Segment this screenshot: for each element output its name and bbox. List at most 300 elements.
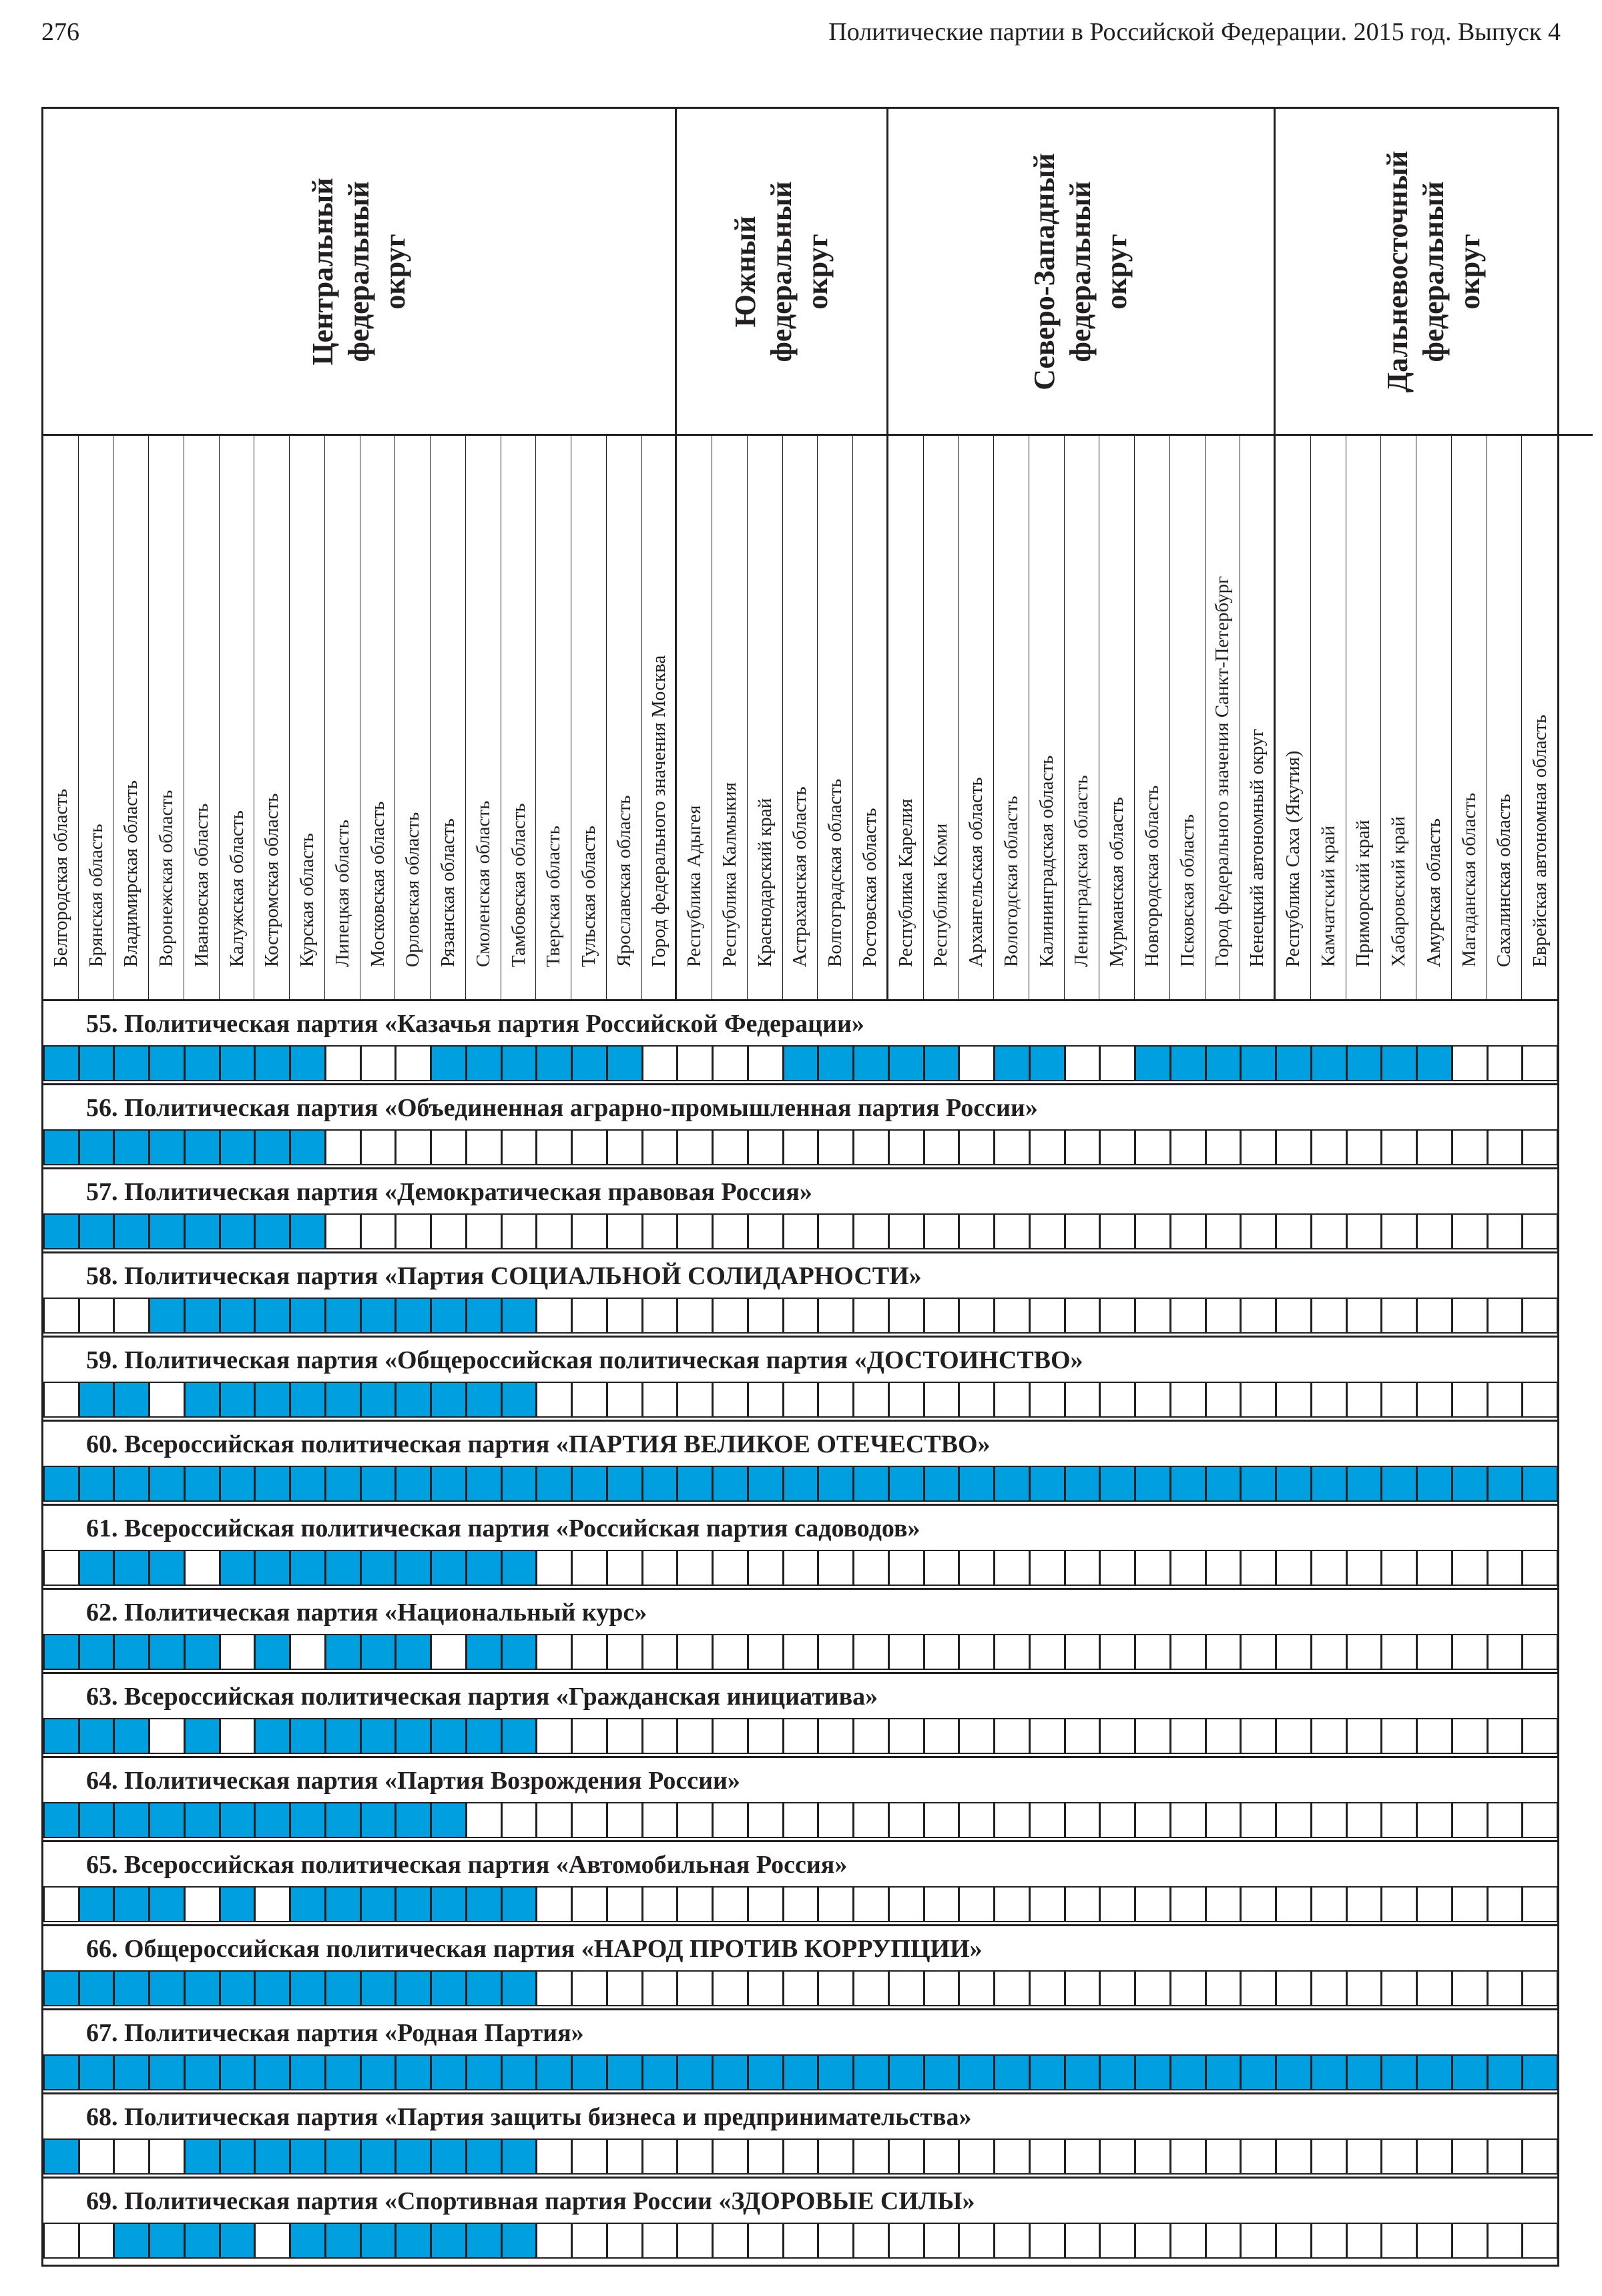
region-registered-cell bbox=[113, 1886, 150, 1922]
region-empty-cell bbox=[677, 1045, 713, 1081]
region-empty-cell bbox=[1029, 1129, 1065, 1165]
region-registered-cell bbox=[325, 1298, 361, 1334]
region-empty-cell bbox=[1452, 1886, 1488, 1922]
region-empty-cell bbox=[1170, 1718, 1206, 1754]
region-empty-cell bbox=[571, 1129, 607, 1165]
region-registered-cell bbox=[1099, 2054, 1135, 2090]
region-empty-cell bbox=[924, 1718, 960, 1754]
region-empty-cell bbox=[360, 1213, 396, 1249]
region-registered-cell bbox=[325, 1634, 361, 1670]
region-registered-cell bbox=[254, 2054, 290, 2090]
region-label: Смоленская область bbox=[472, 800, 494, 967]
region-empty-cell bbox=[1522, 1382, 1558, 1418]
region-registered-cell bbox=[184, 1802, 220, 1838]
region-registered-cell bbox=[395, 1466, 431, 1502]
region-registered-cell bbox=[431, 1718, 467, 1754]
region-empty-cell bbox=[1522, 1886, 1558, 1922]
region-empty-cell bbox=[1381, 2223, 1417, 2259]
region-empty-cell bbox=[783, 2138, 819, 2175]
region-empty-cell bbox=[1135, 1298, 1171, 1334]
district-label: Дальневосточный федеральный округ bbox=[1381, 150, 1487, 392]
region-registered-cell bbox=[360, 1886, 396, 1922]
region-empty-cell bbox=[1346, 1886, 1382, 1922]
region-registered-cell bbox=[149, 2054, 185, 2090]
region-empty-cell bbox=[959, 1129, 995, 1165]
region-empty-cell bbox=[1240, 2223, 1276, 2259]
region-registered-cell bbox=[43, 1129, 79, 1165]
region-empty-cell bbox=[1206, 1886, 1242, 1922]
region-label: Ростовская область bbox=[858, 808, 880, 967]
region-empty-cell bbox=[924, 1886, 960, 1922]
region-empty-cell bbox=[1065, 2223, 1101, 2259]
region-empty-cell bbox=[818, 1718, 854, 1754]
region-empty-cell bbox=[1276, 1129, 1312, 1165]
region-empty-cell bbox=[1276, 1550, 1312, 1586]
region-empty-cell bbox=[1416, 1802, 1452, 1838]
region-empty-cell bbox=[1452, 1129, 1488, 1165]
region-empty-cell bbox=[1346, 1129, 1382, 1165]
region-empty-cell bbox=[748, 2223, 784, 2259]
region-column-header bbox=[1276, 436, 1311, 999]
region-empty-cell bbox=[1452, 1213, 1488, 1249]
region-label: Орловская область bbox=[402, 812, 424, 967]
region-empty-cell bbox=[1170, 1298, 1206, 1334]
region-registered-cell bbox=[149, 1550, 185, 1586]
region-empty-cell bbox=[1135, 1802, 1171, 1838]
region-registered-cell bbox=[994, 2054, 1030, 2090]
region-empty-cell bbox=[853, 2223, 889, 2259]
region-empty-cell bbox=[959, 1382, 995, 1418]
region-column-header bbox=[1135, 436, 1170, 999]
region-registered-cell bbox=[924, 1466, 960, 1502]
region-empty-cell bbox=[466, 1213, 502, 1249]
party-marks-row bbox=[43, 1634, 1557, 1670]
region-registered-cell bbox=[1135, 2054, 1171, 2090]
region-column-header bbox=[536, 436, 571, 999]
region-empty-cell bbox=[677, 1886, 713, 1922]
region-registered-cell bbox=[501, 1550, 537, 1586]
region-empty-cell bbox=[1170, 1886, 1206, 1922]
region-registered-cell bbox=[79, 2054, 115, 2090]
region-empty-cell bbox=[642, 1886, 678, 1922]
region-registered-cell bbox=[360, 2223, 396, 2259]
region-empty-cell bbox=[642, 1045, 678, 1081]
region-empty-cell bbox=[642, 2223, 678, 2259]
region-empty-cell bbox=[1206, 1129, 1242, 1165]
region-empty-cell bbox=[1099, 1213, 1135, 1249]
region-empty-cell bbox=[571, 1970, 607, 2006]
region-registered-cell bbox=[220, 1466, 256, 1502]
region-column-header bbox=[1170, 436, 1206, 999]
region-empty-cell bbox=[607, 1970, 643, 2006]
region-registered-cell bbox=[184, 1129, 220, 1165]
region-empty-cell bbox=[642, 2138, 678, 2175]
region-column-header bbox=[571, 436, 607, 999]
region-empty-cell bbox=[571, 1718, 607, 1754]
region-empty-cell bbox=[712, 1045, 748, 1081]
region-registered-cell bbox=[113, 2054, 150, 2090]
region-registered-cell bbox=[220, 1886, 256, 1922]
region-registered-cell bbox=[818, 1466, 854, 1502]
party-title: 63. Всероссийская политическая партия «Гражданская инициатива» bbox=[86, 1683, 878, 1711]
region-column-header bbox=[1240, 436, 1276, 999]
region-empty-cell bbox=[1346, 1213, 1382, 1249]
region-empty-cell bbox=[149, 2138, 185, 2175]
region-empty-cell bbox=[1487, 1718, 1523, 1754]
region-empty-cell bbox=[571, 1886, 607, 1922]
region-empty-cell bbox=[959, 1213, 995, 1249]
region-registered-cell bbox=[360, 2138, 396, 2175]
region-empty-cell bbox=[853, 1550, 889, 1586]
region-empty-cell bbox=[642, 1802, 678, 1838]
region-label: Брянская область bbox=[85, 824, 107, 967]
party-title: 58. Политическая партия «Партия СОЦИАЛЬНОЙ СОЛИДАРНОСТИ» bbox=[86, 1262, 922, 1290]
region-registered-cell bbox=[501, 1886, 537, 1922]
region-empty-cell bbox=[888, 1718, 924, 1754]
region-empty-cell bbox=[677, 1382, 713, 1418]
party-title: 68. Политическая партия «Партия защиты бизнеса и предпринимательства» bbox=[86, 2103, 972, 2131]
party-marks-row bbox=[43, 1129, 1557, 1165]
region-empty-cell bbox=[607, 1886, 643, 1922]
region-empty-cell bbox=[642, 1129, 678, 1165]
region-registered-cell bbox=[466, 2054, 502, 2090]
region-empty-cell bbox=[1029, 2138, 1065, 2175]
region-registered-cell bbox=[1487, 2054, 1523, 2090]
region-column-header bbox=[431, 436, 466, 999]
party-marks-row bbox=[43, 1970, 1557, 2006]
region-column-header bbox=[1346, 436, 1382, 999]
region-empty-cell bbox=[748, 1886, 784, 1922]
region-empty-cell bbox=[642, 1970, 678, 2006]
region-empty-cell bbox=[853, 1970, 889, 2006]
region-registered-cell bbox=[748, 2054, 784, 2090]
region-empty-cell bbox=[712, 1970, 748, 2006]
party-row bbox=[43, 1420, 1557, 1504]
region-empty-cell bbox=[466, 1802, 502, 1838]
region-empty-cell bbox=[1099, 1886, 1135, 1922]
region-registered-cell bbox=[149, 1213, 185, 1249]
region-registered-cell bbox=[1276, 1045, 1312, 1081]
region-registered-cell bbox=[360, 1466, 396, 1502]
region-registered-cell bbox=[1487, 1466, 1523, 1502]
region-registered-cell bbox=[924, 2054, 960, 2090]
region-column-header bbox=[395, 436, 431, 999]
region-empty-cell bbox=[994, 2223, 1030, 2259]
region-registered-cell bbox=[571, 1466, 607, 1502]
region-empty-cell bbox=[1029, 1970, 1065, 2006]
region-empty-cell bbox=[1099, 1970, 1135, 2006]
region-empty-cell bbox=[1522, 1045, 1558, 1081]
region-column-header bbox=[325, 436, 360, 999]
region-empty-cell bbox=[748, 1213, 784, 1249]
region-registered-cell bbox=[325, 1466, 361, 1502]
region-empty-cell bbox=[1240, 2138, 1276, 2175]
region-registered-cell bbox=[113, 1382, 150, 1418]
region-empty-cell bbox=[888, 1634, 924, 1670]
region-empty-cell bbox=[959, 1718, 995, 1754]
region-empty-cell bbox=[994, 1129, 1030, 1165]
region-registered-cell bbox=[783, 1045, 819, 1081]
region-registered-cell bbox=[395, 1970, 431, 2006]
region-column-header bbox=[1099, 436, 1135, 999]
region-registered-cell bbox=[1311, 2054, 1347, 2090]
region-empty-cell bbox=[1381, 1129, 1417, 1165]
region-label: Республика Адыгея bbox=[684, 805, 706, 967]
region-empty-cell bbox=[536, 1298, 572, 1334]
region-empty-cell bbox=[1135, 2223, 1171, 2259]
region-empty-cell bbox=[924, 1802, 960, 1838]
district-header bbox=[43, 109, 677, 436]
region-empty-cell bbox=[1276, 1970, 1312, 2006]
region-column-header bbox=[959, 436, 994, 999]
region-registered-cell bbox=[1346, 2054, 1382, 2090]
region-empty-cell bbox=[1065, 1802, 1101, 1838]
region-label: Псковская область bbox=[1176, 814, 1198, 967]
region-empty-cell bbox=[677, 1129, 713, 1165]
region-empty-cell bbox=[853, 1634, 889, 1670]
region-registered-cell bbox=[149, 1634, 185, 1670]
region-column-header bbox=[466, 436, 501, 999]
region-empty-cell bbox=[1240, 1802, 1276, 1838]
region-registered-cell bbox=[79, 1886, 115, 1922]
region-registered-cell bbox=[1029, 2054, 1065, 2090]
district-header bbox=[888, 109, 1276, 436]
region-empty-cell bbox=[1240, 1718, 1276, 1754]
region-column-header bbox=[1029, 436, 1065, 999]
region-empty-cell bbox=[677, 2138, 713, 2175]
region-column-header bbox=[1381, 436, 1416, 999]
region-empty-cell bbox=[1135, 1886, 1171, 1922]
region-empty-cell bbox=[1065, 1634, 1101, 1670]
region-empty-cell bbox=[783, 2223, 819, 2259]
district-header-row bbox=[43, 109, 1557, 436]
region-empty-cell bbox=[1240, 1634, 1276, 1670]
region-empty-cell bbox=[571, 1382, 607, 1418]
party-row bbox=[43, 1083, 1557, 1167]
region-column-header bbox=[1522, 436, 1557, 999]
party-row bbox=[43, 2008, 1557, 2092]
party-marks-row bbox=[43, 1298, 1557, 1334]
region-registered-cell bbox=[395, 2054, 431, 2090]
region-label: Липецкая область bbox=[331, 820, 353, 967]
region-registered-cell bbox=[431, 1298, 467, 1334]
region-empty-cell bbox=[888, 1213, 924, 1249]
region-registered-cell bbox=[748, 1466, 784, 1502]
region-empty-cell bbox=[783, 1802, 819, 1838]
region-empty-cell bbox=[1416, 1634, 1452, 1670]
party-marks-row bbox=[43, 1886, 1557, 1922]
region-registered-cell bbox=[149, 1466, 185, 1502]
region-registered-cell bbox=[254, 1298, 290, 1334]
region-empty-cell bbox=[712, 1298, 748, 1334]
region-label: Костромская область bbox=[261, 793, 283, 967]
region-registered-cell bbox=[466, 1886, 502, 1922]
region-empty-cell bbox=[607, 1298, 643, 1334]
region-label: Вологодская область bbox=[1000, 796, 1022, 967]
region-empty-cell bbox=[677, 1213, 713, 1249]
region-empty-cell bbox=[924, 1970, 960, 2006]
region-empty-cell bbox=[536, 1382, 572, 1418]
party-row bbox=[43, 1588, 1557, 1672]
party-title: 69. Политическая партия «Спортивная партия России «ЗДОРОВЫЕ СИЛЫ» bbox=[86, 2187, 975, 2215]
region-registered-cell bbox=[290, 1718, 326, 1754]
region-empty-cell bbox=[1416, 1718, 1452, 1754]
region-empty-cell bbox=[1099, 1550, 1135, 1586]
region-empty-cell bbox=[1099, 1802, 1135, 1838]
region-empty-cell bbox=[1206, 1634, 1242, 1670]
region-registered-cell bbox=[113, 1802, 150, 1838]
region-empty-cell bbox=[149, 1718, 185, 1754]
region-registered-cell bbox=[1029, 1045, 1065, 1081]
party-title: 66. Общероссийская политическая партия «НАРОД ПРОТИВ КОРРУПЦИИ» bbox=[86, 1935, 983, 1963]
party-row bbox=[43, 1924, 1557, 2008]
region-registered-cell bbox=[79, 1466, 115, 1502]
region-empty-cell bbox=[1240, 1129, 1276, 1165]
region-registered-cell bbox=[149, 1802, 185, 1838]
region-empty-cell bbox=[360, 1129, 396, 1165]
region-registered-cell bbox=[290, 2138, 326, 2175]
region-empty-cell bbox=[1029, 1550, 1065, 1586]
region-registered-cell bbox=[712, 2054, 748, 2090]
region-registered-cell bbox=[431, 1466, 467, 1502]
region-empty-cell bbox=[1065, 1550, 1101, 1586]
region-registered-cell bbox=[466, 1466, 502, 1502]
region-registered-cell bbox=[254, 1718, 290, 1754]
region-registered-cell bbox=[254, 1045, 290, 1081]
region-registered-cell bbox=[1381, 2054, 1417, 2090]
region-empty-cell bbox=[1135, 2138, 1171, 2175]
region-empty-cell bbox=[607, 1382, 643, 1418]
region-empty-cell bbox=[1206, 1970, 1242, 2006]
region-registered-cell bbox=[79, 1129, 115, 1165]
region-empty-cell bbox=[1170, 1129, 1206, 1165]
region-registered-cell bbox=[466, 1298, 502, 1334]
region-registered-cell bbox=[1381, 1466, 1417, 1502]
region-empty-cell bbox=[1135, 1213, 1171, 1249]
region-label: Камчатский край bbox=[1317, 825, 1339, 967]
region-empty-cell bbox=[536, 1550, 572, 1586]
region-label: Новгородская область bbox=[1141, 785, 1163, 967]
region-registered-cell bbox=[113, 2223, 150, 2259]
region-label: Калининградская область bbox=[1035, 755, 1057, 967]
region-empty-cell bbox=[1346, 1634, 1382, 1670]
region-registered-cell bbox=[818, 2054, 854, 2090]
region-empty-cell bbox=[1240, 1382, 1276, 1418]
region-label: Магаданская область bbox=[1458, 792, 1480, 967]
region-registered-cell bbox=[254, 1382, 290, 1418]
region-registered-cell bbox=[220, 1045, 256, 1081]
region-empty-cell bbox=[1276, 1382, 1312, 1418]
region-registered-cell bbox=[184, 1718, 220, 1754]
region-registered-cell bbox=[325, 1382, 361, 1418]
region-empty-cell bbox=[1276, 2223, 1312, 2259]
region-registered-cell bbox=[325, 1718, 361, 1754]
region-empty-cell bbox=[818, 1213, 854, 1249]
region-column-header bbox=[712, 436, 748, 999]
region-empty-cell bbox=[79, 2138, 115, 2175]
region-registered-cell bbox=[1135, 1045, 1171, 1081]
region-empty-cell bbox=[1311, 1802, 1347, 1838]
region-empty-cell bbox=[783, 1634, 819, 1670]
region-empty-cell bbox=[1487, 1634, 1523, 1670]
region-column-header bbox=[818, 436, 853, 999]
region-empty-cell bbox=[994, 1550, 1030, 1586]
party-row bbox=[43, 1672, 1557, 1756]
region-empty-cell bbox=[466, 1129, 502, 1165]
region-empty-cell bbox=[1416, 1298, 1452, 1334]
region-registered-cell bbox=[1240, 2054, 1276, 2090]
region-empty-cell bbox=[501, 1213, 537, 1249]
region-empty-cell bbox=[748, 2138, 784, 2175]
region-registered-cell bbox=[1206, 1045, 1242, 1081]
region-empty-cell bbox=[1206, 1550, 1242, 1586]
region-registered-cell bbox=[220, 2054, 256, 2090]
region-column-header bbox=[677, 436, 712, 999]
region-registered-cell bbox=[1452, 1466, 1488, 1502]
region-empty-cell bbox=[1029, 1298, 1065, 1334]
region-registered-cell bbox=[466, 1045, 502, 1081]
region-label: Ивановская область bbox=[190, 803, 212, 967]
region-registered-cell bbox=[220, 2138, 256, 2175]
region-empty-cell bbox=[536, 1718, 572, 1754]
region-registered-cell bbox=[501, 1382, 537, 1418]
region-empty-cell bbox=[1029, 2223, 1065, 2259]
region-label: Город федерального значения Москва bbox=[647, 655, 670, 967]
region-registered-cell bbox=[113, 1970, 150, 2006]
region-empty-cell bbox=[994, 2138, 1030, 2175]
region-registered-cell bbox=[290, 1802, 326, 1838]
party-marks-row bbox=[43, 1045, 1557, 1081]
region-empty-cell bbox=[994, 1970, 1030, 2006]
region-registered-cell bbox=[959, 1466, 995, 1502]
region-registered-cell bbox=[43, 1213, 79, 1249]
region-empty-cell bbox=[1135, 1970, 1171, 2006]
region-empty-cell bbox=[1135, 1718, 1171, 1754]
region-registered-cell bbox=[43, 1802, 79, 1838]
region-registered-cell bbox=[818, 1045, 854, 1081]
district-label: Северо-Западный федеральный округ bbox=[1028, 152, 1133, 390]
party-title: 62. Политическая партия «Национальный курс» bbox=[86, 1599, 647, 1627]
party-marks-row bbox=[43, 1213, 1557, 1249]
region-empty-cell bbox=[325, 1213, 361, 1249]
region-empty-cell bbox=[1487, 1129, 1523, 1165]
region-empty-cell bbox=[1381, 1213, 1417, 1249]
region-empty-cell bbox=[43, 1298, 79, 1334]
region-registered-cell bbox=[395, 1298, 431, 1334]
region-registered-cell bbox=[1416, 2054, 1452, 2090]
region-registered-cell bbox=[501, 1634, 537, 1670]
region-registered-cell bbox=[1416, 1045, 1452, 1081]
region-registered-cell bbox=[1276, 1466, 1312, 1502]
region-registered-cell bbox=[220, 1213, 256, 1249]
region-label: Еврейская автономная область bbox=[1529, 714, 1551, 967]
region-registered-cell bbox=[113, 1550, 150, 1586]
region-empty-cell bbox=[783, 1213, 819, 1249]
region-empty-cell bbox=[1522, 1129, 1558, 1165]
region-empty-cell bbox=[1065, 1298, 1101, 1334]
region-column-header bbox=[360, 436, 396, 999]
party-row bbox=[43, 1251, 1557, 1336]
region-registered-cell bbox=[290, 1382, 326, 1418]
region-label: Город федерального значения Санкт-Петербург bbox=[1212, 575, 1234, 967]
region-empty-cell bbox=[1311, 1382, 1347, 1418]
region-empty-cell bbox=[1206, 2138, 1242, 2175]
region-empty-cell bbox=[642, 1298, 678, 1334]
region-column-header bbox=[853, 436, 888, 999]
region-registered-cell bbox=[501, 1298, 537, 1334]
region-empty-cell bbox=[1311, 1298, 1347, 1334]
region-registered-cell bbox=[677, 1466, 713, 1502]
